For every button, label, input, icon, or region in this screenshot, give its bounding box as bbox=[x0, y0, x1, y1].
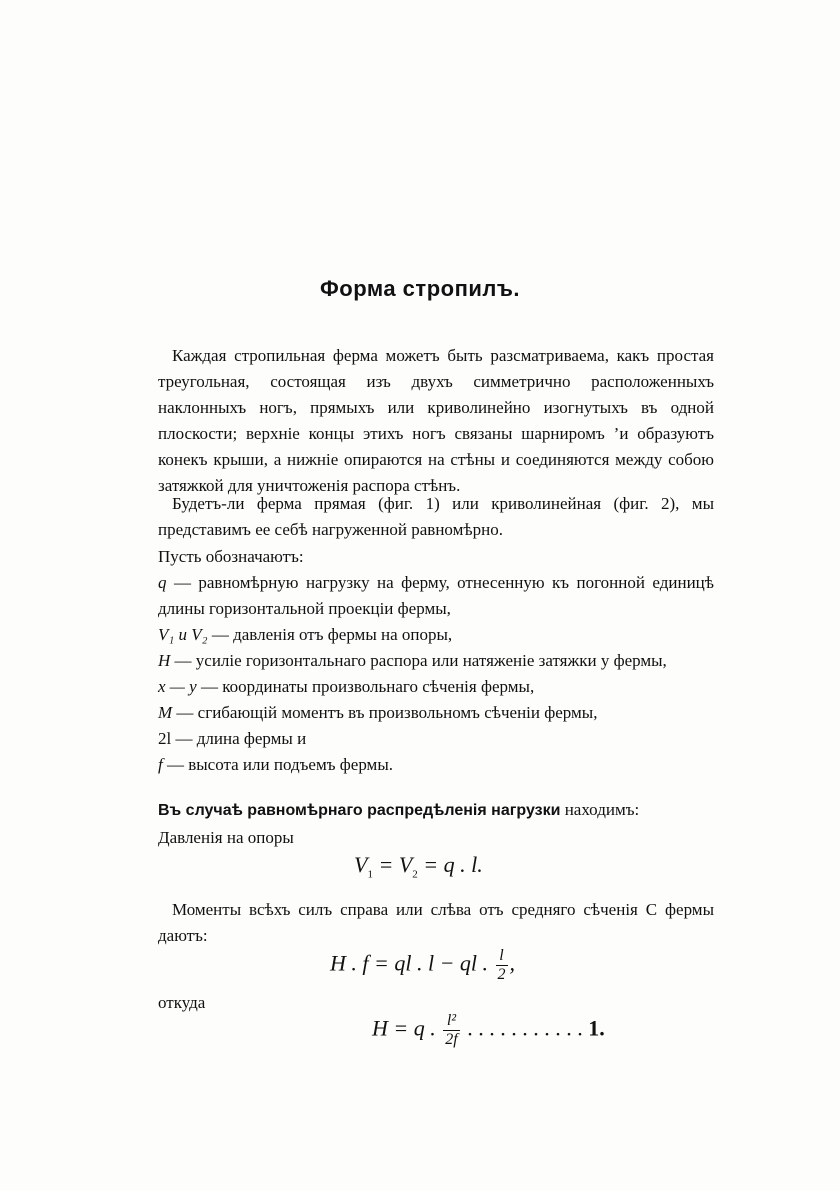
uniform-load-heading: Въ случаѣ равномѣрнаго распредѣленiя нагрузки bbox=[158, 802, 561, 819]
definitions-list bbox=[158, 570, 714, 778]
definition-text: — координаты произвольнаго сѣченiя фермы, bbox=[200, 677, 535, 696]
notation-intro-block bbox=[158, 544, 714, 570]
equation-supports bbox=[354, 852, 483, 880]
whence-word: откуда bbox=[158, 993, 206, 1012]
definition-q bbox=[158, 570, 714, 622]
definition-h bbox=[158, 648, 714, 674]
definition-v bbox=[158, 622, 714, 648]
moments-paragraph: Моменты всѣхъ силъ справа или слѣва отъ средняго сѣченiя C фермы даютъ: bbox=[158, 900, 714, 945]
eq1-v2: V bbox=[398, 852, 413, 877]
definition-symbol: q bbox=[158, 573, 167, 592]
definition-symbol: H bbox=[158, 651, 171, 670]
definition-symbol: M bbox=[158, 703, 173, 722]
definition-symbol: x — y bbox=[158, 677, 197, 696]
eq2-tail: , bbox=[509, 950, 516, 976]
eq2-fraction bbox=[496, 947, 508, 984]
definition-symbol: 2l bbox=[158, 729, 172, 748]
eq2-frac-den: 2 bbox=[497, 966, 506, 983]
definition-text: — равномѣрную нагрузку на ферму, отнесенную къ погонной единицѣ длины горизонтальной проекцiи фермы, bbox=[158, 573, 714, 618]
definition-symbol: f bbox=[158, 755, 163, 774]
eq1-sub2: 2 bbox=[412, 868, 418, 881]
definition-m bbox=[158, 700, 714, 726]
definition-text: — длина фермы и bbox=[175, 729, 307, 748]
eq3-frac-den: 2f bbox=[445, 1031, 458, 1048]
eq1-sub1: 1 bbox=[367, 868, 373, 881]
equation-moments bbox=[330, 947, 515, 984]
eq1-rhs: = q . l. bbox=[417, 852, 483, 877]
notation-intro: Пусть обозначаютъ: bbox=[158, 547, 304, 566]
eq3-frac-num: l² bbox=[443, 1012, 459, 1031]
uniform-load-line bbox=[158, 797, 714, 824]
supports-label: Давленiя на опоры bbox=[158, 828, 294, 847]
definition-text: — высота или подъемъ фермы. bbox=[166, 755, 393, 774]
uniform-load-tail: находимъ: bbox=[564, 800, 640, 819]
eq2-frac-num: l bbox=[496, 947, 508, 966]
definition-symbol: V₁ и V₂ bbox=[158, 625, 208, 644]
second-paragraph-block bbox=[158, 491, 714, 543]
eq3-dots: . . . . . . . . . . . bbox=[461, 1015, 589, 1041]
second-paragraph: Будетъ-ли ферма прямая (фиг. 1) или криволинейная (фиг. 2), мы представимъ ее себѣ нагруженной равномѣрно. bbox=[158, 494, 714, 539]
definition-f bbox=[158, 752, 714, 778]
eq1-v1: V bbox=[354, 852, 368, 877]
intro-paragraph-block bbox=[158, 343, 714, 499]
definition-xy bbox=[158, 674, 714, 700]
intro-paragraph: Каждая стропильная ферма можетъ быть разсматриваема, какъ простая треугольная, состоящая изъ двухъ симметрично расположенныхъ наклонныхъ ногъ, прямыхъ или криволинейно изогнутыхъ въ одной плоскости; верхнiе концы этихъ ногъ связаны шарниромъ ’и образуютъ конекъ крыши, а нижнiе опираются на стѣны и соединяются между собою затяжкой для уничтоженiя распора стѣнъ. bbox=[158, 346, 714, 495]
equation-result bbox=[372, 1012, 605, 1049]
eq3-lhs: H = q . bbox=[372, 1015, 442, 1041]
supports-label-block bbox=[158, 825, 714, 851]
eq1-equals: = bbox=[372, 852, 399, 877]
definition-text: — усилiе горизонтальнаго распора или натяженiе затяжки у фермы, bbox=[174, 651, 667, 670]
eq3-fraction bbox=[443, 1012, 459, 1049]
definition-2l bbox=[158, 726, 714, 752]
eq2-lhs: H . f = ql . l − ql . bbox=[330, 950, 494, 976]
equation-number: 1. bbox=[588, 1015, 605, 1041]
definition-text: — сгибающiй моментъ въ произвольномъ сѣченiи фермы, bbox=[176, 703, 598, 722]
page-title: Форма стропилъ. bbox=[319, 276, 521, 301]
moments-paragraph-block bbox=[158, 897, 714, 949]
definition-text: — давленiя отъ фермы на опоры, bbox=[211, 625, 453, 644]
